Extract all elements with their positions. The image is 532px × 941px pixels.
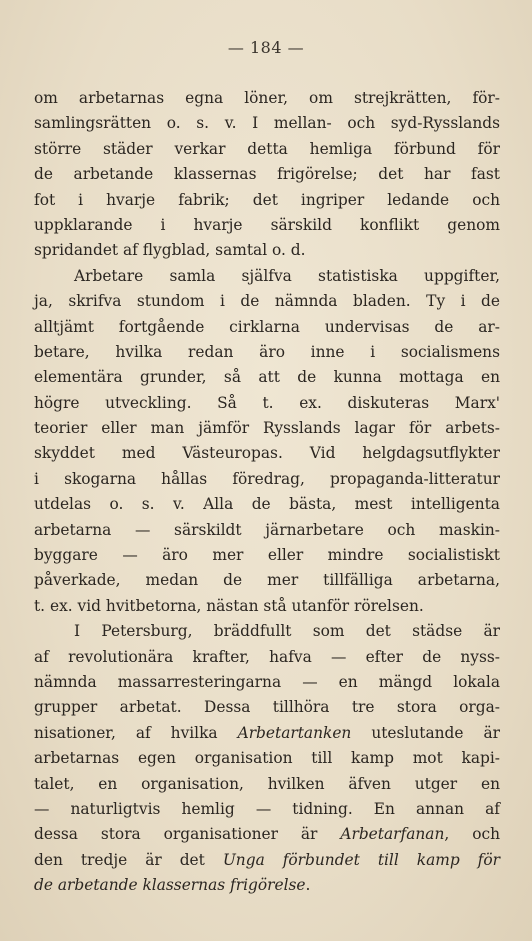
- text-line: [34, 873, 500, 898]
- text-line: [34, 695, 500, 720]
- text-segment: utdelas o. s. v. Alla de bästa, mest intelligenta: [34, 495, 500, 514]
- italic-title: Arbetarfanan: [340, 825, 445, 844]
- text-line: [34, 213, 500, 238]
- italic-title: Arbetartanken: [237, 723, 352, 742]
- text-segment: spridandet af flygblad, samtal o. d.: [34, 241, 306, 260]
- text-segment: högre utveckling. Så t. ex. diskuteras Marx': [34, 393, 500, 412]
- text-line: [34, 137, 500, 162]
- text-line: [34, 543, 500, 568]
- text-segment: större städer verkar detta hemliga förbund för: [34, 139, 500, 158]
- text-segment: ja, skrifva stundom i de nämnda bladen. Ty i de: [34, 292, 500, 311]
- text-segment: dessa stora organisationer är: [34, 825, 341, 844]
- text-segment: af revolutionära krafter, hafva — efter de nyss-: [34, 647, 500, 666]
- text-line: [34, 670, 500, 695]
- body-text: [34, 86, 500, 899]
- text-segment: uppklarande i hvarje särskild konflikt genom: [34, 215, 500, 234]
- text-line: [34, 340, 500, 365]
- text-segment: uteslutande är: [351, 723, 500, 742]
- text-segment: om arbetarnas egna löner, om strejkrätten, för-: [34, 89, 500, 107]
- text-line: [34, 416, 500, 441]
- text-line: [34, 391, 500, 416]
- text-line: [34, 568, 500, 593]
- text-line: [34, 264, 500, 289]
- text-segment: teorier eller man jämför Rysslands lagar för arbets-: [34, 419, 500, 438]
- text-line: [34, 315, 500, 340]
- text-line: [34, 822, 500, 847]
- text-line: [34, 162, 500, 187]
- text-line: [34, 492, 500, 517]
- text-line: [34, 518, 500, 543]
- text-segment: t. ex. vid hvitbetorna, nästan stå utanför rörelsen.: [34, 596, 424, 615]
- text-line: [34, 86, 500, 111]
- text-line: [34, 188, 500, 213]
- text-line: [34, 111, 500, 136]
- text-segment: , och: [444, 825, 500, 844]
- text-segment: — naturligtvis hemlig — tidning. En annan af: [34, 799, 500, 818]
- text-line: [34, 619, 500, 644]
- text-segment: grupper arbetat. Dessa tillhöra tre stora orga-: [34, 698, 500, 717]
- text-segment: fot i hvarje fabrik; det ingriper ledande och: [34, 190, 500, 209]
- text-segment: skyddet med Västeuropas. Vid helgdagsutflykter: [34, 444, 500, 463]
- text-line: [34, 721, 500, 746]
- text-line: [34, 441, 500, 466]
- text-segment: .: [305, 876, 311, 895]
- text-segment: arbetarna — särskildt järnarbetare och maskin-: [34, 520, 500, 539]
- text-segment: arbetarnas egen organisation till kamp mot kapi-: [34, 749, 500, 768]
- text-line: [34, 797, 500, 822]
- text-line: [34, 746, 500, 771]
- text-segment: byggare — äro mer eller mindre socialistiskt: [34, 546, 500, 565]
- text-segment: nämnda massarresteringarna — en mängd lokala: [34, 672, 500, 691]
- text-segment: nisationer, af hvilka: [34, 723, 238, 742]
- text-segment: talet, en organisation, hvilken äfven utger en: [34, 774, 500, 793]
- italic-title: de arbetande klassernas frigörelse: [34, 876, 306, 895]
- text-line: [34, 848, 500, 873]
- text-segment: Arbetare samla själfva statistiska uppgifter,: [74, 266, 500, 285]
- page-number: — 184 —: [227, 38, 305, 57]
- italic-title: Unga förbundet till kamp för: [222, 850, 500, 869]
- text-segment: alltjämt fortgående cirklarna undervisas de ar-: [34, 317, 500, 336]
- text-segment: betare, hvilka redan äro inne i socialismens: [34, 342, 500, 361]
- text-segment: i skogarna hållas föredrag, propaganda-litteratur: [34, 469, 500, 488]
- text-segment: I Petersburg, bräddfullt som det städse är: [74, 622, 500, 641]
- text-line: [34, 365, 500, 390]
- text-line: [34, 467, 500, 492]
- text-segment: elementära grunder, så att de kunna mottaga en: [34, 368, 500, 387]
- text-segment: den tredje är det: [34, 850, 223, 869]
- text-line: [34, 238, 500, 263]
- text-segment: de arbetande klassernas frigörelse; det har fast: [34, 165, 500, 184]
- text-segment: påverkade, medan de mer tillfälliga arbetarna,: [34, 571, 500, 590]
- text-line: [34, 289, 500, 314]
- text-line: [34, 645, 500, 670]
- text-line: [34, 772, 500, 797]
- text-line: [34, 594, 500, 619]
- text-segment: samlingsrätten o. s. v. I mellan- och syd-Rysslands: [34, 114, 500, 133]
